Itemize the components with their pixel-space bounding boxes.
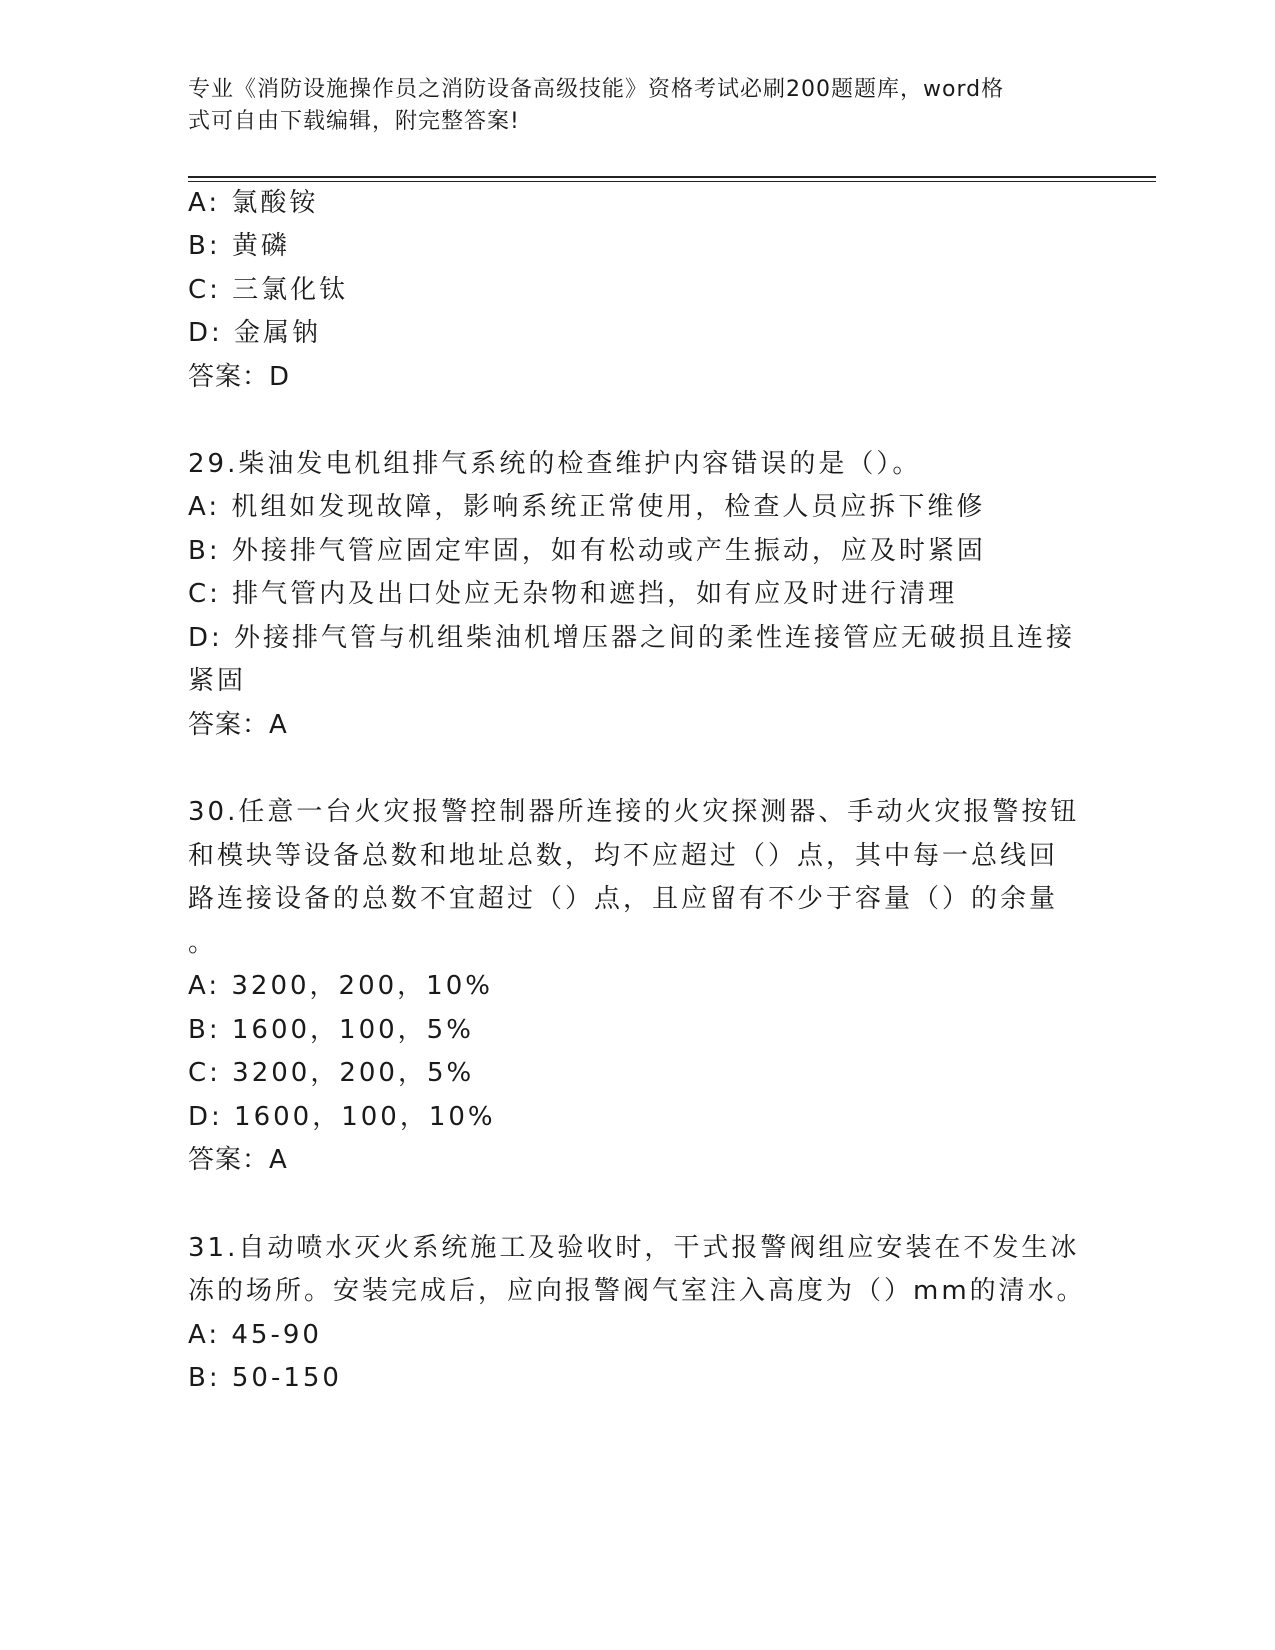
header-title-line-1: 专业《消防设施操作员之消防设备高级技能》资格考试必刷200题题库，word格 xyxy=(188,77,1005,102)
q30-stem-line-3: 路连接设备的总数不宜超过（）点，且应留有不少于容量（）的余量 xyxy=(188,884,1059,914)
q30-option-b: B: 1600，100，5% xyxy=(188,1015,474,1045)
q28-option-b: B: 黄磷 xyxy=(188,231,290,261)
q30-stem-line-2: 和模块等设备总数和地址总数，均不应超过（）点，其中每一总线回 xyxy=(188,841,1059,871)
q30-option-a: A: 3200，200，10% xyxy=(188,971,493,1001)
q29-option-c: C: 排气管内及出口处应无杂物和遮挡，如有应及时进行清理 xyxy=(188,579,958,609)
header-title-line-2: 式可自由下载编辑，附完整答案! xyxy=(188,109,520,134)
q30-stem-line-1: 30.任意一台火灾报警控制器所连接的火灾探测器、手动火灾报警按钮 xyxy=(188,797,1080,827)
q30-option-d: D: 1600，100，10% xyxy=(188,1102,496,1132)
q31-stem-line-2: 冻的场所。安装完成后，应向报警阀气室注入高度为（）mm的清水。 xyxy=(188,1276,1086,1306)
q28-option-a: A: 氯酸铵 xyxy=(188,188,319,218)
page-header xyxy=(188,74,1068,138)
header-divider-thin xyxy=(188,181,1156,182)
q30-stem-line-4: 。 xyxy=(188,928,218,958)
q31-option-a: A: 45-90 xyxy=(188,1320,322,1350)
q29-option-b: B: 外接排气管应固定牢固，如有松动或产生振动，应及时紧固 xyxy=(188,536,986,566)
q29-stem: 29.柴油发电机组排气系统的检查维护内容错误的是（）。 xyxy=(188,449,922,479)
q31-stem-line-1: 31.自动喷水灭火系统施工及验收时，干式报警阀组应安装在不发生冰 xyxy=(188,1233,1080,1263)
q28-option-c: C: 三氯化钛 xyxy=(188,275,349,305)
header-divider-thick xyxy=(188,176,1156,178)
q29-option-d-line-1: D: 外接排气管与机组柴油机增压器之间的柔性连接管应无破损且连接 xyxy=(188,623,1076,653)
q31-option-b: B: 50-150 xyxy=(188,1363,342,1393)
q28-answer: 答案：D xyxy=(188,362,291,392)
q29-option-a: A: 机组如发现故障，影响系统正常使用，检查人员应拆下维修 xyxy=(188,492,986,522)
q30-option-c: C: 3200，200，5% xyxy=(188,1058,475,1088)
q29-answer: 答案：A xyxy=(188,710,288,740)
q30-answer: 答案：A xyxy=(188,1145,288,1175)
q29-option-d-line-2: 紧固 xyxy=(188,666,247,696)
q28-option-d: D: 金属钠 xyxy=(188,318,322,348)
